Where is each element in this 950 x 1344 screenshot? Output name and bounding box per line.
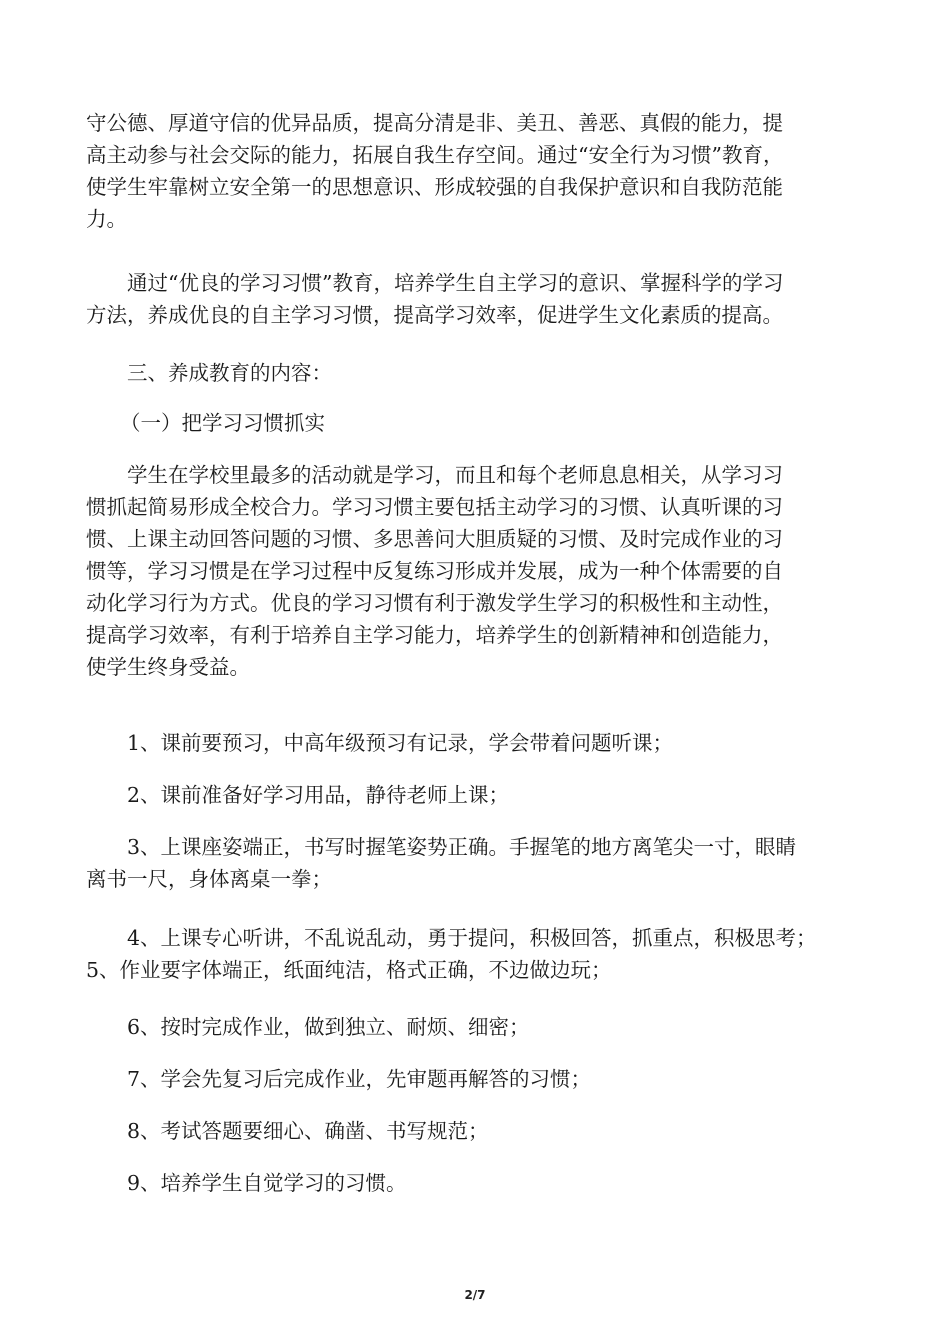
list-item xyxy=(86,922,876,986)
text-line: 方法，养成优良的自主学习习惯，提高学习效率，促进学生文化素质的提高。 xyxy=(86,303,783,327)
subheading xyxy=(86,407,910,439)
list-item xyxy=(86,1115,917,1147)
list-item xyxy=(86,727,917,759)
text-line: 惯抓起简易形成全校合力。学习习惯主要包括主动学习的习惯、认真听课的习 xyxy=(86,495,783,519)
paragraph-civic-safety xyxy=(86,107,876,235)
text-line: 动化学习行为方式。优良的学习习惯有利于激发学生学习的积极性和主动性， xyxy=(86,591,783,615)
list-item-text: 5、作业要字体端正，纸面纯洁，格式正确，不边做边玩； xyxy=(86,958,612,982)
page-number: 2/7 xyxy=(464,1288,486,1302)
text-line: 使学生牢靠树立安全第一的思想意识、形成较强的自我保护意识和自我防范能 xyxy=(86,175,783,199)
list-item xyxy=(86,1011,917,1043)
paragraph-study-habits xyxy=(86,267,876,331)
list-item-text: 6、按时完成作业，做到独立、耐烦、细密； xyxy=(127,1015,530,1039)
text-line: 守公德、厚道守信的优异品质，提高分清是非、美丑、善恶、真假的能力，提 xyxy=(86,111,783,135)
paragraph-study-activities xyxy=(86,459,876,683)
list-item-text: 3、上课座姿端正，书写时握笔姿势正确。手握笔的地方离笔尖一寸，眼睛 xyxy=(127,835,797,859)
list-item xyxy=(86,1167,917,1199)
list-item xyxy=(86,779,917,811)
list-item-text: 2、课前准备好学习用品，静待老师上课； xyxy=(127,783,510,807)
list-item-text: 9、培养学生自觉学习的习惯。 xyxy=(127,1171,407,1195)
subheading-text: （一）把学习习惯抓实 xyxy=(120,411,325,435)
text-line: 惯、上课主动回答问题的习惯、多思善问大胆质疑的习惯、及时完成作业的习 xyxy=(86,527,783,551)
list-item-text: 7、学会先复习后完成作业，先审题再解答的习惯； xyxy=(127,1067,592,1091)
text-line: 学生在学校里最多的活动就是学习，而且和每个老师息息相关，从学习习 xyxy=(127,463,783,487)
list-item xyxy=(86,1063,917,1095)
text-line: 惯等，学习习惯是在学习过程中反复练习形成并发展，成为一种个体需要的自 xyxy=(86,559,783,583)
text-line: 通过“优良的学习习惯”教育，培养学生自主学习的意识、掌握科学的学习 xyxy=(127,271,784,295)
text-line: 力。 xyxy=(86,207,127,231)
list-item xyxy=(86,831,876,895)
section-heading-text: 三、养成教育的内容： xyxy=(127,361,332,385)
section-heading xyxy=(86,357,917,389)
text-line: 提高学习效率，有利于培养自主学习能力，培养学生的创新精神和创造能力， xyxy=(86,623,783,647)
list-item-text: 1、课前要预习，中高年级预习有记录，学会带着问题听课； xyxy=(127,731,674,755)
list-item-text: 8、考试答题要细心、确凿、书写规范； xyxy=(127,1119,489,1143)
list-item-text: 4、上课专心听讲，不乱说乱动，勇于提问，积极回答，抓重点，积极思考； xyxy=(127,926,817,950)
list-item-text: 离书一尺，身体离桌一拳； xyxy=(86,867,332,891)
text-line: 高主动参与社会交际的能力，拓展自我生存空间。通过“安全行为习惯”教育， xyxy=(86,143,784,167)
text-line: 使学生终身受益。 xyxy=(86,655,250,679)
